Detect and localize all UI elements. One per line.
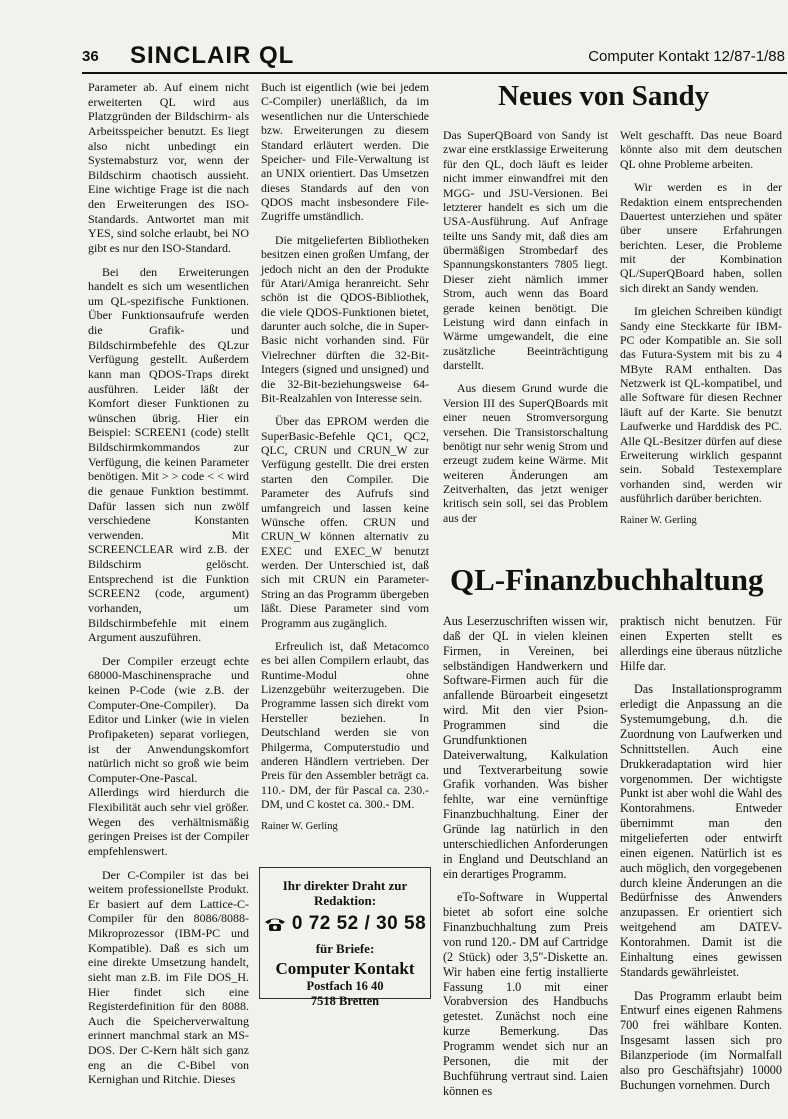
- finanz-column-1: [443, 614, 608, 1108]
- phone-number: 0 72 52 / 30 58: [291, 913, 427, 934]
- sandy-column-2: [620, 128, 782, 529]
- finanz-headline: QL-Finanzbuchhaltung: [450, 562, 764, 597]
- paragraph: Das Installationsprogramm erledigt die Anpassung an die Systemumgebung, d.h. die Zuordnung von Laufwerken und Schnittstellen. Auch eine Drukkeradaptation wird hier vorgenommen. Der wichtigste Punkt ist aber wohl die Wahl des Kontorahmens. Entweder übernimmt man den mitgelieferten oder entwirft einen eigenen. Natürlich ist es auch möglich, den vorgegebenen durch kleine Änderungen an die Bedürfnisse des Anwenders anzupassen. Er orientiert sich weitgehend am DATEV-Kontorahmen. Damit ist die Einhaltung eines gewissen Standards gewährleistet.: [620, 682, 782, 979]
- paragraph: Die mitgelieferten Bibliotheken besitzen einen großen Umfang, der jedoch nicht an den der Produkte für Atari/Amiga heranreicht. Sehr schön ist die QDOS-Bibliothek, die viele QDOS-Funktionen bietet, darunter auch solche, die in Super-Basic nicht vorhanden sind. Für Vielrechner dürften die 32-Bit-Integers (signed und unsigned) und die 32-Bit-beziehungsweise 64-Bit-Realzahlen von Interesse sein.: [261, 232, 429, 405]
- paragraph: Bei den Erweiterungen handelt es sich um wesentlichen um QL-spezifische Funktionen. Über Funktionsaufrufe werden die Grafik- und Bildschirmbefehle des QLzur Verfügung gestellt. Außerdem kann man QDOS-Traps direkt ausführen. Leider läßt der Komfort dieser Funktionen zu wünschen übrig. Hier ein Beispiel: SCREEN1 (code) stellt Bildschirmkommandos zur Verfügung, die keinen Parameter benötigen. Mit > > code < < wird die genaue Funktion bestimmt. Dafür lassen sich nun zwölf verschiedene Konstanten verwenden. Mit SCREENCLEAR wird z.B. der Bildschirm gelöscht. Entsprechend ist die Funktion SCREEN2 (code, argument) vorhanden, um Bildschirmbefehle mit einem Argument auszuführen.: [88, 264, 249, 645]
- section-title: SINCLAIR QL: [130, 42, 295, 69]
- paragraph: praktisch nicht benutzen. Für einen Experten stellt es allerdings eine überaus nützliche Hilfe dar.: [620, 614, 782, 673]
- paragraph: Erfreulich ist, daß Metacomco es bei allen Compilern erlaubt, das Runtime-Modul ohne Lizenzgebühr weiterzugeben. Die Programme lassen sich direkt vom Hersteller beziehen. In Deutschland werden sie von Philgerma, Computerstudio und anderen Händlern vertrieben. Der Preis für den Assembler beträgt ca. 110.- DM, der für Pascal ca. 230.- DM, und C kostet ca. 300.- DM.: [261, 638, 429, 811]
- paragraph: Aus Leserzuschriften wissen wir, daß der QL in vielen kleinen Firmen, in Vereinen, bei selbständigen Handwerkern und Software-Firmen auch für die anfallende Büroarbeit eingesetzt wird. Mit den vier Psion-Programmen sind die Grundfunktionen Dateiverwaltung, Kalkulation und Textverarbeitung sowie Grafik vorhanden. Was bisher fehlte, war eine vernünftige Finanzbuchhaltung. Einer der Gründe lag natürlich in den unterschiedlichen Anforderungen in England und Deutschland an ein derartiges Programm.: [443, 614, 608, 881]
- contact-headline: Ihr direkter Draht zur Redaktion:: [282, 878, 408, 908]
- page-number: 36: [82, 48, 99, 65]
- paragraph: Buch ist eigentlich (wie bei jedem C-Compiler) unerläßlich, da im wesentlichen nur die Unterschiede bzw. Erweiterungen zu diesem Standard erläutert werden. Die Speicher- und File-Verwaltung ist an UNIX orientiert. Das Umsetzen dieses Standards auf den von QDOS macht insbesondere File-Zugriffe umständlich.: [261, 80, 429, 224]
- paragraph: Das SuperQBoard von Sandy ist zwar eine erstklassige Erweiterung für den QL, doch läuft es leider nicht immer einwandfrei mit den MGG- und JSU-Versionen. Bei letzterer handelt es sich um die USA-Ausführung. Auf Anfrage teilte uns Sandy mit, daß dies am übermäßigen Strombedarf des Spannungskonstanters 7805 liegt. Dieser zieht nämlich immer Strom, auch wenn das Board gerade keinen benötigt. Die Leistung wird dann einfach in Wärme umgewandelt, die eine zusätzliche Beeinträchtigung darstellt.: [443, 128, 608, 372]
- article-column-2: [261, 80, 429, 835]
- paragraph: Im gleichen Schreiben kündigt Sandy eine Steckkarte für IBM-PC oder Kompatible an. Sie soll das Futura-System mit bis zu 4 MByte RAM enthalten. Das Netzwerk ist QL-kompatibel, und alle Software für diesen Rechner läuft auf der Karte. Sie benutzt Laufwerke und Harddisk des PC. Alle QL-Besitzer dürfen auf diese Erweiterung wirklich gespannt sein. Sobald Testexemplare vorhanden sind, werden wir ausführlich darüber berichten.: [620, 304, 782, 505]
- finanz-column-2: [620, 614, 782, 1102]
- author-signature: Rainer W. Gerling: [261, 821, 338, 833]
- sandy-headline: Neues von Sandy: [498, 80, 710, 112]
- phone-row: [260, 913, 430, 935]
- letters-label: für Briefe:: [315, 941, 375, 956]
- magazine-name: Computer Kontakt: [275, 959, 415, 978]
- city: 7518 Bretten: [310, 994, 380, 1008]
- paragraph: Der Compiler erzeugt echte 68000-Maschinensprache und keinen P-Code (wie z.B. der Computer-One-Compiler). Da Editor und Linker (wie in vielen Profipaketen) separat vorliegen, ist der Anwendungskomfort natürlich nicht so groß wie beim Computer-One-Pascal. Allerdings wird hierdurch die Flexibilität auch sehr viel größer. Wegen des verhältnismäßig geringen Preises ist der Compiler empfehlenswert.: [88, 653, 249, 858]
- paragraph: Über das EPROM werden die SuperBasic-Befehle QC1, QC2, QLC, CRUN und CRUN_W zur Verfügung gestellt. Die drei ersten starten den Compiler. Die Parameter des Aufrufs sind umfangreich und lassen keine Wünsche offen. CRUN und CRUN_W können alternativ zu EXEC und EXEC_W benutzt werden. Der Unterschied ist, daß sich mit CRUN ein Parameter-String an das Programm übergeben läßt. Diese Parameter sind vom Programm aus zugänglich.: [261, 414, 429, 630]
- telephone-icon: [264, 916, 286, 932]
- issue-label: Computer Kontakt 12/87-1/88: [588, 48, 785, 65]
- paragraph: Wir werden es in der Redaktion einem entsprechenden Dauertest unterziehen und später über unsere Erfahrungen berichten. Leser, die Probleme mit der Kombination QL/SuperQBoard haben, sollen sich direkt an Sandy wenden.: [620, 180, 782, 295]
- article-column-1: [88, 80, 249, 1096]
- author-signature: Rainer W. Gerling: [620, 515, 697, 527]
- paragraph: Der C-Compiler ist das bei weitem professionellste Produkt. Er basiert auf dem Lattice-C-Compiler für den 8086/8088-Mikroprozessor (IBM-PC und Kompatible). Daß es sich um eine direkte Umsetzung handelt, sieht man z.B. im File DOS_H. Hier findet sich eine Registerdefinition für den 8088. Auch die Speicherverwaltung erinnert manchmal stark an MS-DOS. Der C-Kern hält sich ganz eng an die C-Bibel von Kernighan und Ritchie. Dieses: [88, 867, 249, 1087]
- paragraph: Welt geschafft. Das neue Board könnte also mit dem deutschen QL ohne Probleme arbeiten.: [620, 128, 782, 171]
- contact-box: [259, 867, 431, 1008]
- paragraph: eTo-Software in Wuppertal bietet ab sofort eine solche Finanzbuchhaltung zum Preis von rund 120.- DM auf Cartridge (2 Stück) oder 3,5"-Diskette an. Wir haben eine fertig installierte Fassung 1.0 mit einer Vorabversion des Handbuchs getestet. Zunächst noch eine kurze Bemerkung. Das Programm wendet sich nur an Personen, die mit der Buchführung vertraut sind. Laien können es: [443, 890, 608, 1098]
- paragraph: Parameter ab. Auf einem nicht erweiterten QL wird aus Platzgründen der Bildschirm- als Arbeitsspeicher benutzt. Es liegt also nicht unbedingt ein Systemabsturz vor, wenn der Bildschirm chaotisch aussieht. Eine wichtige Frage ist die nach den Erweiterungen des ISO-Standards. Antwortet man mit YES, sind solche erlaubt, bei NO gibt es nur den ISO-Standard.: [88, 80, 249, 255]
- postfach: Postfach 16 40: [306, 979, 384, 993]
- paragraph: Das Programm erlaubt beim Entwurf eines eigenen Rahmens 700 frei wählbare Konten. Insgesamt lassen sich pro Bilanzperiode (im Normalfall also pro Geschäftsjahr) 10000 Buchungen vornehmen. Durch: [620, 988, 782, 1092]
- sandy-column-1: [443, 128, 608, 534]
- paragraph: Aus diesem Grund wurde die Version III des SuperQBoards mit einer neuen Stromversorgung versehen. Die Transistorschaltung benötigt nur sehr wenig Strom und erzeugt zudem keine Wärme. Mit weiteren Änderungen am Zeitverhalten, das jetzt weniger kritisch sein soll, sei das Problem aus der: [443, 381, 608, 525]
- page-header: [82, 40, 787, 74]
